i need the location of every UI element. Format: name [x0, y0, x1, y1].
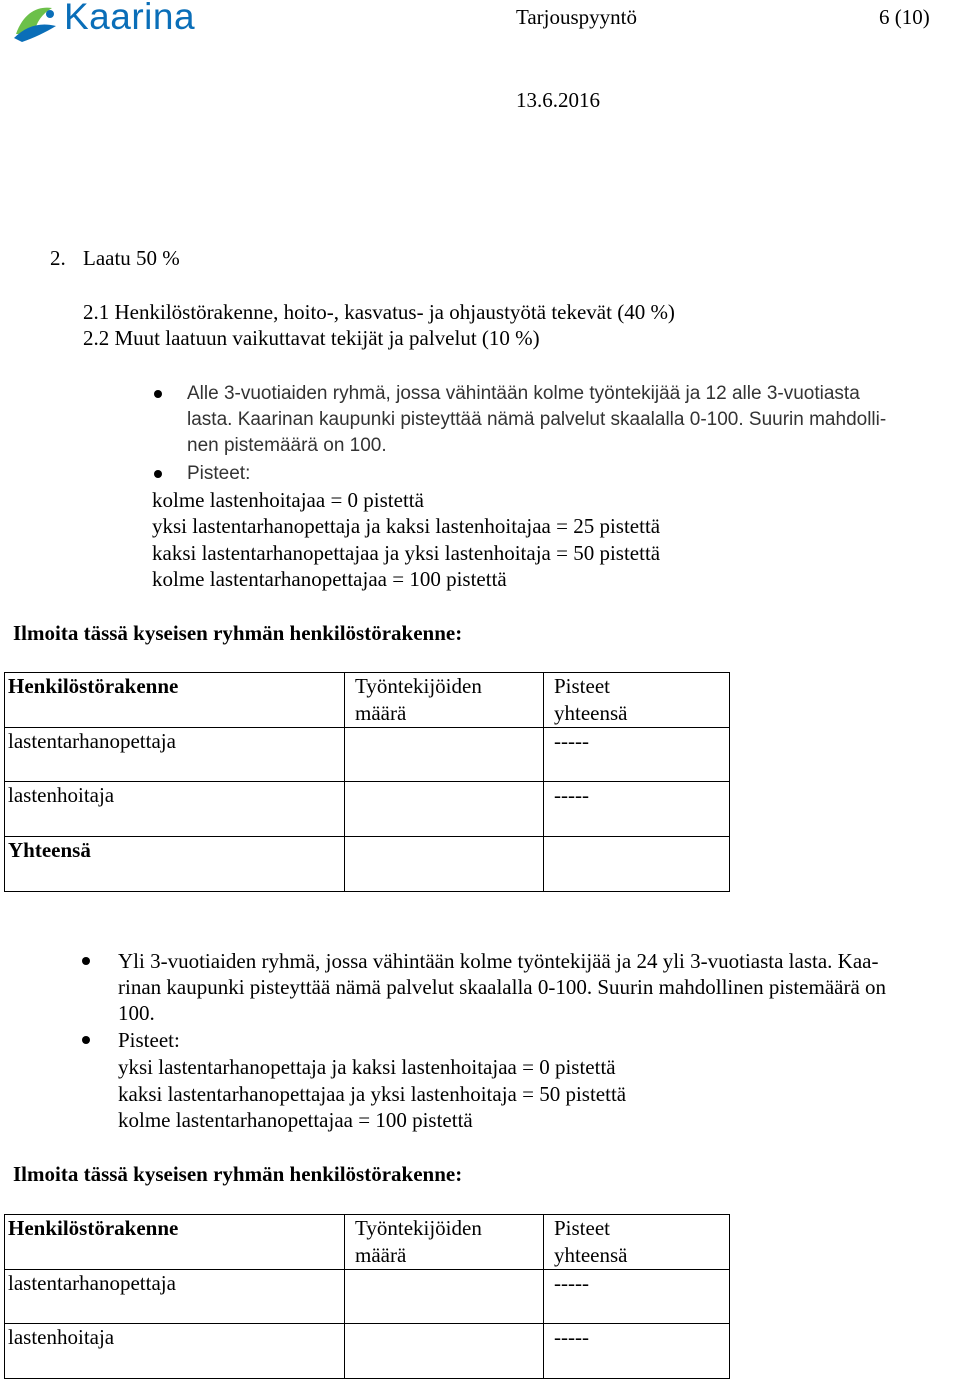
- group2-desc-line1: Yli 3-vuotiaiden ryhmä, jossa vähintään kolme työntekijää ja 24 yli 3-vuotiasta lasta. Kaa-: [118, 949, 879, 973]
- group1-points-4: kolme lastentarhanopettajaa = 100 pistettä: [152, 567, 507, 591]
- group2-desc-line2: rinan kaupunki pisteyttää nämä palvelut skaalalla 0-100. Suurin mahdollinen pistemäärä on: [118, 975, 887, 999]
- col-header-count-l1: Työntekijöiden: [355, 674, 482, 698]
- group1-points-2: yksi lastentarhanopettaja ja kaksi lastenhoitajaa = 25 pistettä: [152, 514, 661, 538]
- col-header-staff: Henkilöstörakenne: [5, 673, 345, 728]
- total-count-cell[interactable]: [345, 837, 544, 892]
- section-number: 2.: [50, 246, 66, 270]
- group1-prompt: Ilmoita tässä kyseisen ryhmän henkilöstörakenne:: [13, 621, 463, 645]
- row-label: lastentarhanopettaja: [5, 1270, 345, 1324]
- table-total-row: [5, 837, 730, 892]
- bullet-icon: [154, 470, 162, 478]
- group2-desc-line3: 100.: [118, 1001, 155, 1025]
- points-cell: -----: [544, 782, 730, 837]
- col-header-points-l2: yhteensä: [554, 701, 628, 725]
- row-label: lastenhoitaja: [5, 1324, 345, 1379]
- col-header-count-l2: määrä: [355, 1243, 407, 1267]
- bullet-icon: [82, 1036, 90, 1044]
- row-label: lastenhoitaja: [5, 782, 345, 837]
- subsection-2-2: 2.2 Muut laatuun vaikuttavat tekijät ja palvelut (10 %): [83, 326, 540, 350]
- bullet-icon: [82, 957, 90, 965]
- col-header-count: [345, 1215, 544, 1270]
- table-row: [5, 1270, 730, 1324]
- logo-text: Kaarina: [64, 0, 196, 37]
- col-header-points: [544, 1215, 730, 1270]
- col-header-count: [345, 673, 544, 728]
- col-header-points: [544, 673, 730, 728]
- table-row: [5, 1324, 730, 1379]
- group2-prompt: Ilmoita tässä kyseisen ryhmän henkilöstörakenne:: [13, 1162, 463, 1186]
- table-header-row: [5, 673, 730, 728]
- col-header-points-l2: yhteensä: [554, 1243, 628, 1267]
- points-cell: -----: [544, 1324, 730, 1379]
- table-row: [5, 782, 730, 837]
- group2-points-3: kolme lastentarhanopettajaa = 100 pistettä: [118, 1108, 473, 1132]
- points-cell: -----: [544, 1270, 730, 1324]
- total-points-cell[interactable]: [544, 837, 730, 892]
- group1-points-label: Pisteet:: [187, 463, 251, 484]
- row-label: lastentarhanopettaja: [5, 728, 345, 782]
- table-header-row: [5, 1215, 730, 1270]
- count-input-cell[interactable]: [345, 1324, 544, 1379]
- doc-title: Tarjouspyyntö: [516, 5, 638, 29]
- group1-desc-line1: Alle 3-vuotiaiden ryhmä, jossa vähintään kolme työntekijää ja 12 alle 3-vuotiasta: [187, 383, 860, 404]
- group2-points-2: kaksi lastentarhanopettajaa ja yksi lastenhoitaja = 50 pistettä: [118, 1082, 627, 1106]
- group1-desc-line3: nen pistemäärä on 100.: [187, 435, 387, 456]
- wave-logo-icon: [12, 4, 60, 46]
- col-header-points-l1: Pisteet: [554, 674, 610, 698]
- table-row: [5, 728, 730, 782]
- col-header-staff: Henkilöstörakenne: [5, 1215, 345, 1270]
- group1-points-3: kaksi lastentarhanopettajaa ja yksi lastenhoitaja = 50 pistettä: [152, 541, 661, 565]
- count-input-cell[interactable]: [345, 728, 544, 782]
- row-label-total: Yhteensä: [5, 837, 345, 892]
- doc-date: 13.6.2016: [516, 88, 600, 112]
- section-heading: Laatu 50 %: [83, 246, 180, 270]
- count-input-cell[interactable]: [345, 782, 544, 837]
- staff-table-2: [4, 1214, 730, 1379]
- group1-points-1: kolme lastenhoitajaa = 0 pistettä: [152, 488, 424, 512]
- staff-table-1: [4, 672, 730, 892]
- col-header-count-l2: määrä: [355, 701, 407, 725]
- points-cell: -----: [544, 728, 730, 782]
- subsection-2-1: 2.1 Henkilöstörakenne, hoito-, kasvatus- ja ohjaustyötä tekevät (40 %): [83, 300, 675, 324]
- col-header-count-l1: Työntekijöiden: [355, 1216, 482, 1240]
- page-number: 6 (10): [879, 5, 930, 29]
- group2-points-1: yksi lastentarhanopettaja ja kaksi lastenhoitajaa = 0 pistettä: [118, 1055, 616, 1079]
- bullet-icon: [154, 390, 162, 398]
- group2-points-label: Pisteet:: [118, 1028, 180, 1052]
- count-input-cell[interactable]: [345, 1270, 544, 1324]
- group1-desc-line2: lasta. Kaarinan kaupunki pisteyttää nämä palvelut skaalalla 0-100. Suurin mahdolli-: [187, 409, 887, 430]
- kaarina-logo: [12, 2, 212, 44]
- col-header-points-l1: Pisteet: [554, 1216, 610, 1240]
